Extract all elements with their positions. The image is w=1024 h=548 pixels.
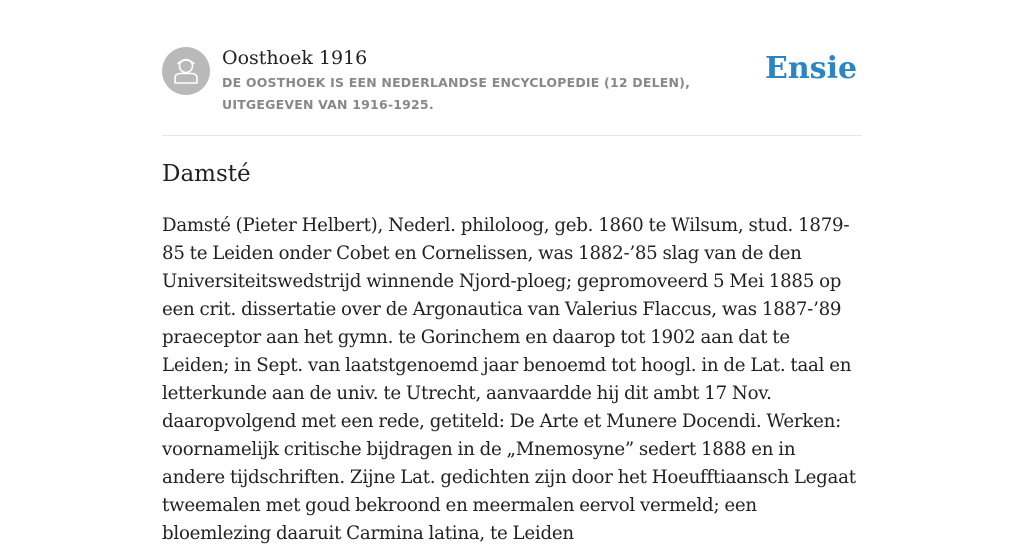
user-icon-glyph: [162, 47, 210, 95]
entry-body: Damsté (Pieter Helbert), Nederl. philoloog, geb. 1860 te Wilsum, stud. 1879-85 te Leiden onder Cobet en Cornelissen, was 1882-’85 slag van de den Universiteitswedstrijd winnende Njord-ploeg; gepromoveerd 5 Mei 1885 op een crit. dissertatie over de Argonautica van Valerius Flaccus, was 1887-’89 praeceptor aan het gymn. te Gorinchem en daarop tot 1902 aan dat te Leiden; in Sept. van laatstgenoemd jaar benoemd tot hoogl. in de Lat. taal en letterkunde aan de univ. te Utrecht, aanvaardde hij dit ambt 17 Nov. daaropvolgend met een rede, getiteld: De Arte et Munere Docendi. Werken: voornamelijk critische bijdragen in de „Mnemosyne” sedert 1888 en in andere tijdschriften. Zijne Lat. gedichten zijn door het Hoeufftiaansch Legaat tweemalen met goud bekroond en meermalen eervol vermeld; een bloemlezing daaruit Carmina latina, te Leiden: [162, 215, 856, 544]
source-title[interactable]: Oosthoek 1916: [222, 47, 368, 69]
brand-logo[interactable]: Ensie: [765, 51, 858, 86]
user-icon[interactable]: [162, 47, 210, 95]
source-description: DE OOSTHOEK IS EEN NEDERLANDSE ENCYCLOPEDIE (12 DELEN), UITGEGEVEN VAN 1916-1925.: [222, 75, 691, 112]
source-header: [162, 44, 862, 120]
entry-title: Damsté: [162, 161, 251, 187]
divider: [162, 135, 862, 136]
